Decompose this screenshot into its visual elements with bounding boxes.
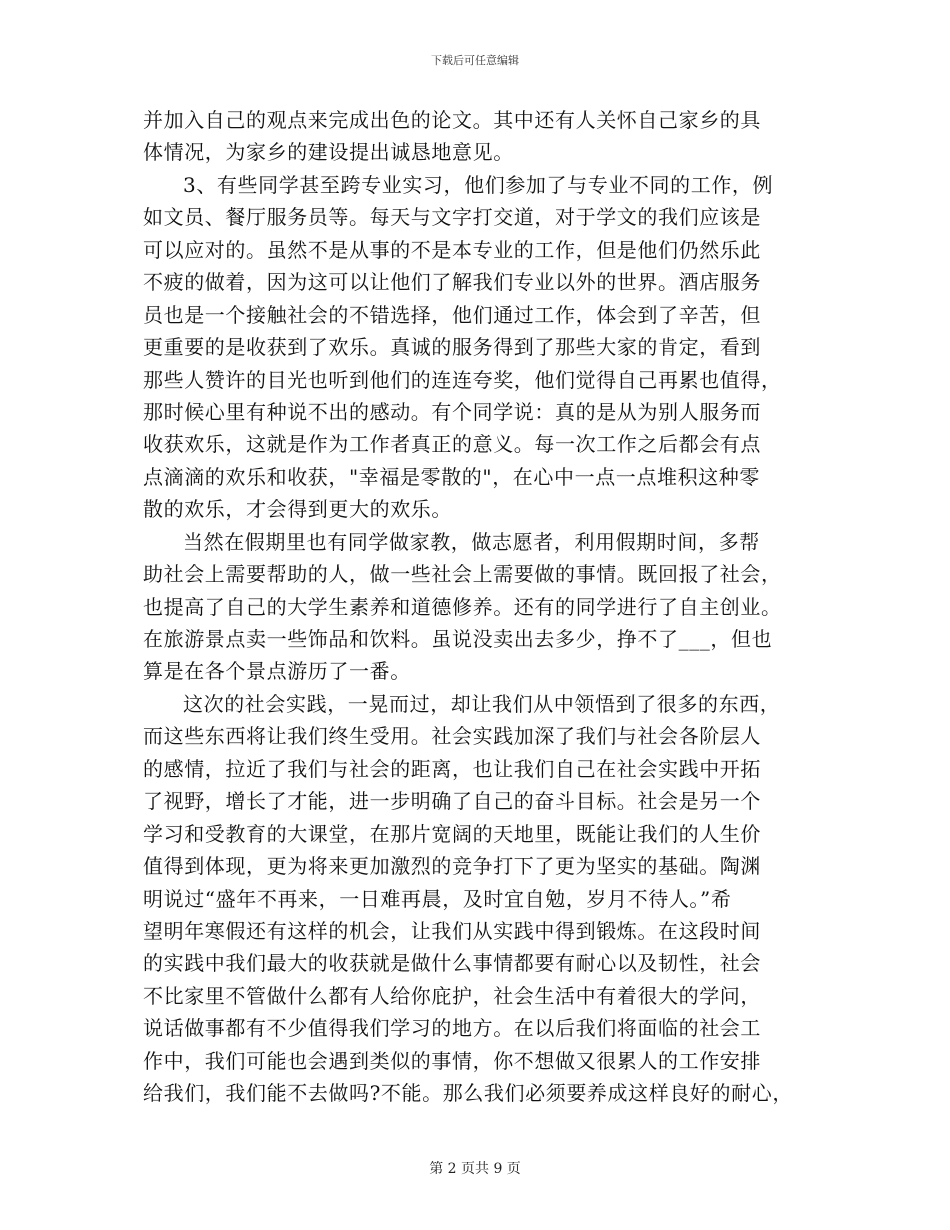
text-line: 值得到体现，更为将来更加激烈的竞争打下了更为坚实的基础。陶渊	[143, 854, 761, 879]
text-line: 了视野，增长了才能，进一步明确了自己的奋斗目标。社会是另一个	[143, 789, 761, 814]
text-line: 在旅游景点卖一些饰品和饮料。虽说没卖出去多少，挣不了___，但也	[143, 627, 773, 651]
text-line: 作中，我们可能也会遇到类似的事情，你不想做又很累人的工作安排	[143, 1048, 761, 1073]
text-line: 散的欢乐，才会得到更大的欢乐。	[143, 497, 452, 522]
page-header: 下载后可任意编辑	[431, 54, 519, 67]
text-line: 那些人赞许的目光也听到他们的连连夸奖，他们觉得自己再累也值得，	[143, 367, 782, 392]
text-line: 点滴滴的欢乐和收获，"幸福是零散的"，在心中一点一点堆积这种零	[143, 464, 760, 489]
page-footer: 第 2 页共 9 页	[429, 1161, 521, 1177]
text-line: 那时候心里有种说不出的感动。有个同学说：真的是从为别人服务而	[143, 399, 761, 424]
text-line: 员也是一个接触社会的不错选择，他们通过工作，体会到了辛苦，但	[143, 302, 761, 327]
paragraph-start-line: 3、有些同学甚至跨专业实习，他们参加了与专业不同的工作，例	[183, 172, 774, 197]
text-line: 学习和受教育的大课堂，在那片宽阔的天地里，既能让我们的人生价	[143, 821, 761, 846]
text-line: 也提高了自己的大学生素养和道德修养。还有的同学进行了自主创业。	[143, 594, 782, 619]
text-line: 的实践中我们最大的收获就是做什么事情都要有耐心以及韧性，社会	[143, 951, 761, 976]
text-line: 收获欢乐，这就是作为工作者真正的意义。每一次工作之后都会有点	[143, 432, 761, 457]
text-line: 如文员、餐厅服务员等。每天与文字打交道，对于学文的我们应该是	[143, 205, 761, 230]
text-line: 并加入自己的观点来完成出色的论文。其中还有人关怀自己家乡的具	[143, 108, 761, 132]
text-line: 望明年寒假还有这样的机会，让我们从实践中得到锻炼。在这段时间	[143, 918, 761, 943]
paragraph-start-line: 当然在假期里也有同学做家教，做志愿者，利用假期时间，多帮	[183, 529, 760, 554]
paragraph-start-line: 这次的社会实践，一晃而过，却让我们从中领悟到了很多的东西，	[183, 691, 781, 716]
document-body	[143, 104, 813, 1110]
text-line: 而这些东西将让我们终生受用。社会实践加深了我们与社会各阶层人	[143, 724, 761, 749]
text-line: 算是在各个景点游历了一番。	[143, 659, 411, 684]
text-line: 助社会上需要帮助的人，做一些社会上需要做的事情。既回报了社会，	[143, 562, 782, 587]
text-line: 不疲的做着，因为这可以让他们了解我们专业以外的世界。酒店服务	[143, 270, 761, 295]
text-line: 体情况，为家乡的建设提出诚恳地意见。	[143, 140, 514, 165]
text-line: 给我们，我们能不去做吗?不能。那么我们必须要养成这样良好的耐心，	[143, 1081, 793, 1106]
text-line: 明说过“盛年不再来，一日难再晨，及时宜自勉，岁月不待人。”希	[143, 886, 732, 911]
text-line: 不比家里不管做什么都有人给你庇护，社会生活中有着很大的学问，	[143, 983, 761, 1008]
text-line: 更重要的是收获到了欢乐。真诚的服务得到了那些大家的肯定，看到	[143, 335, 761, 360]
text-line: 可以应对的。虽然不是从事的不是本专业的工作，但是他们仍然乐此	[143, 237, 761, 262]
text-line: 说话做事都有不少值得我们学习的地方。在以后我们将面临的社会工	[143, 1016, 761, 1041]
text-line: 的感情，拉近了我们与社会的距离，也让我们自己在社会实践中开拓	[143, 756, 761, 781]
